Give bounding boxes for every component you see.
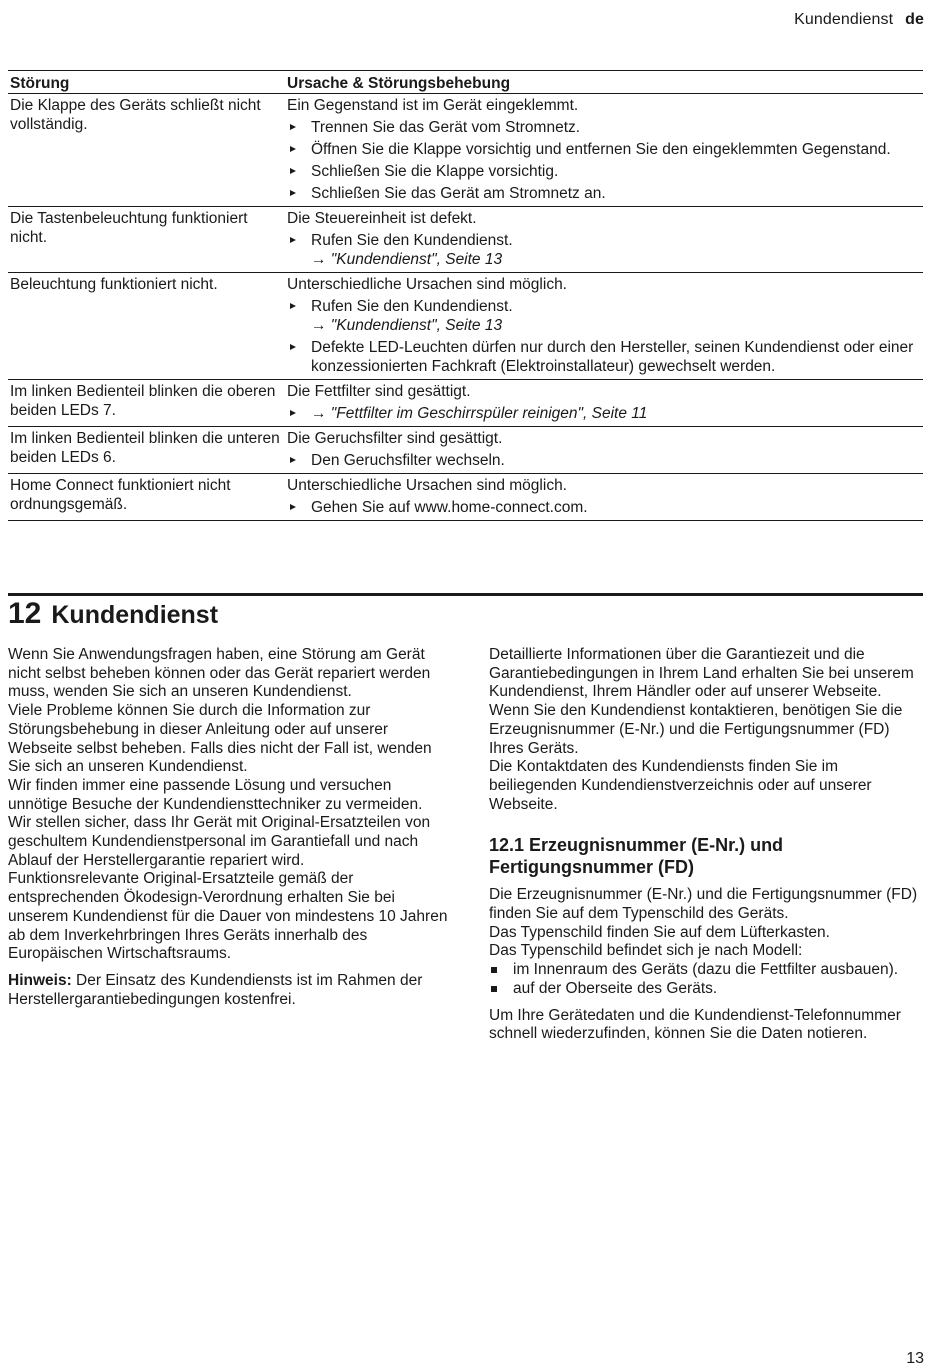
fault-cell: Im linken Bedienteil blinken die unteren beiden LEDs 6. bbox=[10, 430, 280, 466]
note-label: Hinweis: bbox=[8, 971, 72, 989]
fault-cell: Die Tastenbeleuchtung funktioniert nicht. bbox=[10, 210, 248, 246]
cause-cell bbox=[287, 207, 923, 272]
body-paragraph: Funktionsrelevante Original-Ersatzteile gemäß der entsprechenden Ökodesign-Verordnung erhalten Sie bei unserem Kundendienst für die Dauer von mindestens 10 Jahren ab dem Inverkehrbringen Ihres Geräts innerhalb des Europäischen Wirtschaftsraums. bbox=[8, 870, 448, 963]
subsection-heading: 12.1 Erzeugnisnummer (E-Nr.) und Fertigungsnummer (FD) bbox=[489, 835, 784, 878]
cause-text: Unterschiedliche Ursachen sind möglich. bbox=[287, 276, 567, 293]
cross-reference-link[interactable]: → "Kundendienst", Seite 13 bbox=[311, 317, 503, 334]
step-item bbox=[287, 231, 923, 269]
fault-cell: Beleuchtung funktioniert nicht. bbox=[10, 276, 218, 293]
table-row bbox=[8, 474, 923, 521]
running-header bbox=[794, 11, 924, 29]
cause-cell bbox=[287, 474, 923, 520]
table-row bbox=[8, 427, 923, 474]
body-paragraph: Das Typenschild befindet sich je nach Modell: bbox=[489, 942, 803, 960]
section-divider bbox=[8, 593, 923, 596]
table-row bbox=[8, 273, 923, 380]
cause-text: Die Steuereinheit ist defekt. bbox=[287, 210, 477, 227]
column-header-cause: Ursache & Störungsbehebung bbox=[287, 75, 511, 92]
step-item: Schließen Sie das Gerät am Stromnetz an. bbox=[287, 184, 923, 203]
table-row bbox=[8, 380, 923, 427]
fault-cell: Die Klappe des Geräts schließt nicht vollständig. bbox=[10, 97, 261, 133]
section-title: Kundendienst bbox=[51, 601, 219, 629]
troubleshooting-table bbox=[8, 70, 923, 521]
step-item: Trennen Sie das Gerät vom Stromnetz. bbox=[287, 118, 923, 137]
body-paragraph: Wir stellen sicher, dass Ihr Gerät mit Original-Ersatzteilen von geschultem Kundendienstpersonal im Garantiefall und nach Ablauf der Herstellergarantie repariert wird. bbox=[8, 814, 431, 869]
body-paragraph: Detaillierte Informationen über die Garantiezeit und die Garantiebedingungen in Ihrem Land erhalten Sie bei unserem Kundendienst, Ihrem Händler oder auf unserer Webseite. bbox=[489, 646, 914, 701]
step-item: Öffnen Sie die Klappe vorsichtig und entfernen Sie den eingeklemmten Gegenstand. bbox=[287, 140, 923, 159]
step-item: Defekte LED-Leuchten dürfen nur durch den Hersteller, seinen Kundendienst oder einer konzessionierten Fachkraft (Elektroinstallateur) gewechselt werden. bbox=[287, 338, 923, 376]
section-heading bbox=[8, 597, 218, 631]
cause-text: Die Fettfilter sind gesättigt. bbox=[287, 383, 471, 400]
step-item: Schließen Sie die Klappe vorsichtig. bbox=[287, 162, 923, 181]
section-number: 12 bbox=[8, 597, 42, 630]
column-header-fault: Störung bbox=[10, 75, 70, 92]
body-paragraph: Um Ihre Gerätedaten und die Kundendienst-Telefonnummer schnell wiederzufinden, können Sie die Daten notieren. bbox=[489, 1006, 901, 1043]
step-item: Gehen Sie auf www.home-connect.com. bbox=[287, 498, 923, 517]
header-language: de bbox=[905, 11, 924, 28]
note-paragraph bbox=[8, 972, 448, 1009]
cause-cell bbox=[287, 380, 923, 426]
fault-cell: Home Connect funktioniert nicht ordnungsgemäß. bbox=[10, 477, 231, 513]
cross-reference-link[interactable]: → "Kundendienst", Seite 13 bbox=[311, 251, 503, 268]
cause-cell bbox=[287, 273, 923, 379]
cause-text: Ein Gegenstand ist im Gerät eingeklemmt. bbox=[287, 97, 579, 114]
body-paragraph: Viele Probleme können Sie durch die Information zur Störungsbehebung in dieser Anleitung oder auf unserer Webseite selbst beheben. Falls dies nicht der Fall ist, wenden Sie sich an unseren Kundendienst. bbox=[8, 702, 432, 776]
body-paragraph: Das Typenschild finden Sie auf dem Lüfterkasten. bbox=[489, 923, 830, 941]
cause-text: Die Geruchsfilter sind gesättigt. bbox=[287, 430, 503, 447]
step-text: Rufen Sie den Kundendienst. bbox=[311, 298, 513, 315]
body-paragraph: Die Kontaktdaten des Kundendiensts finden Sie im beiliegenden Kundendienstverzeichnis oder auf unserer Webseite. bbox=[489, 758, 872, 813]
bullet-item: im Innenraum des Geräts (dazu die Fettfilter ausbauen). bbox=[489, 961, 921, 980]
fault-cell: Im linken Bedienteil blinken die oberen beiden LEDs 7. bbox=[10, 383, 276, 419]
table-header-row bbox=[8, 70, 923, 94]
left-column bbox=[8, 646, 448, 1009]
table-row bbox=[8, 94, 923, 207]
cross-reference-link[interactable]: → "Fettfilter im Geschirrspüler reinigen", Seite 11 bbox=[287, 404, 923, 423]
step-item bbox=[287, 297, 923, 335]
table-row bbox=[8, 207, 923, 273]
bullet-item: auf der Oberseite des Geräts. bbox=[489, 980, 921, 999]
body-paragraph: Wenn Sie den Kundendienst kontaktieren, benötigen Sie die Erzeugnisnummer (E-Nr.) und die Fertigungsnummer (FD) Ihres Geräts. bbox=[489, 702, 903, 757]
note-text: Der Einsatz des Kundendiensts ist im Rahmen der Herstellergarantiebedingungen kostenfrei. bbox=[8, 971, 423, 1008]
step-item: Den Geruchsfilter wechseln. bbox=[287, 451, 923, 470]
cause-cell bbox=[287, 94, 923, 206]
body-paragraph: Die Erzeugnisnummer (E-Nr.) und die Fertigungsnummer (FD) finden Sie auf dem Typenschild des Geräts. bbox=[489, 886, 918, 923]
header-section: Kundendienst bbox=[794, 11, 894, 28]
cause-text: Unterschiedliche Ursachen sind möglich. bbox=[287, 477, 567, 494]
body-paragraph: Wenn Sie Anwendungsfragen haben, eine Störung am Gerät nicht selbst beheben können oder das Gerät repariert werden muss, wenden Sie sich an unseren Kundendienst. bbox=[8, 646, 431, 701]
page-number: 13 bbox=[906, 1350, 924, 1367]
right-column bbox=[489, 646, 921, 1044]
cause-cell bbox=[287, 427, 923, 473]
body-paragraph: Wir finden immer eine passende Lösung und versuchen unnötige Besuche der Kundendiensttechniker zu vermeiden. bbox=[8, 776, 423, 813]
step-text: Rufen Sie den Kundendienst. bbox=[311, 232, 513, 249]
